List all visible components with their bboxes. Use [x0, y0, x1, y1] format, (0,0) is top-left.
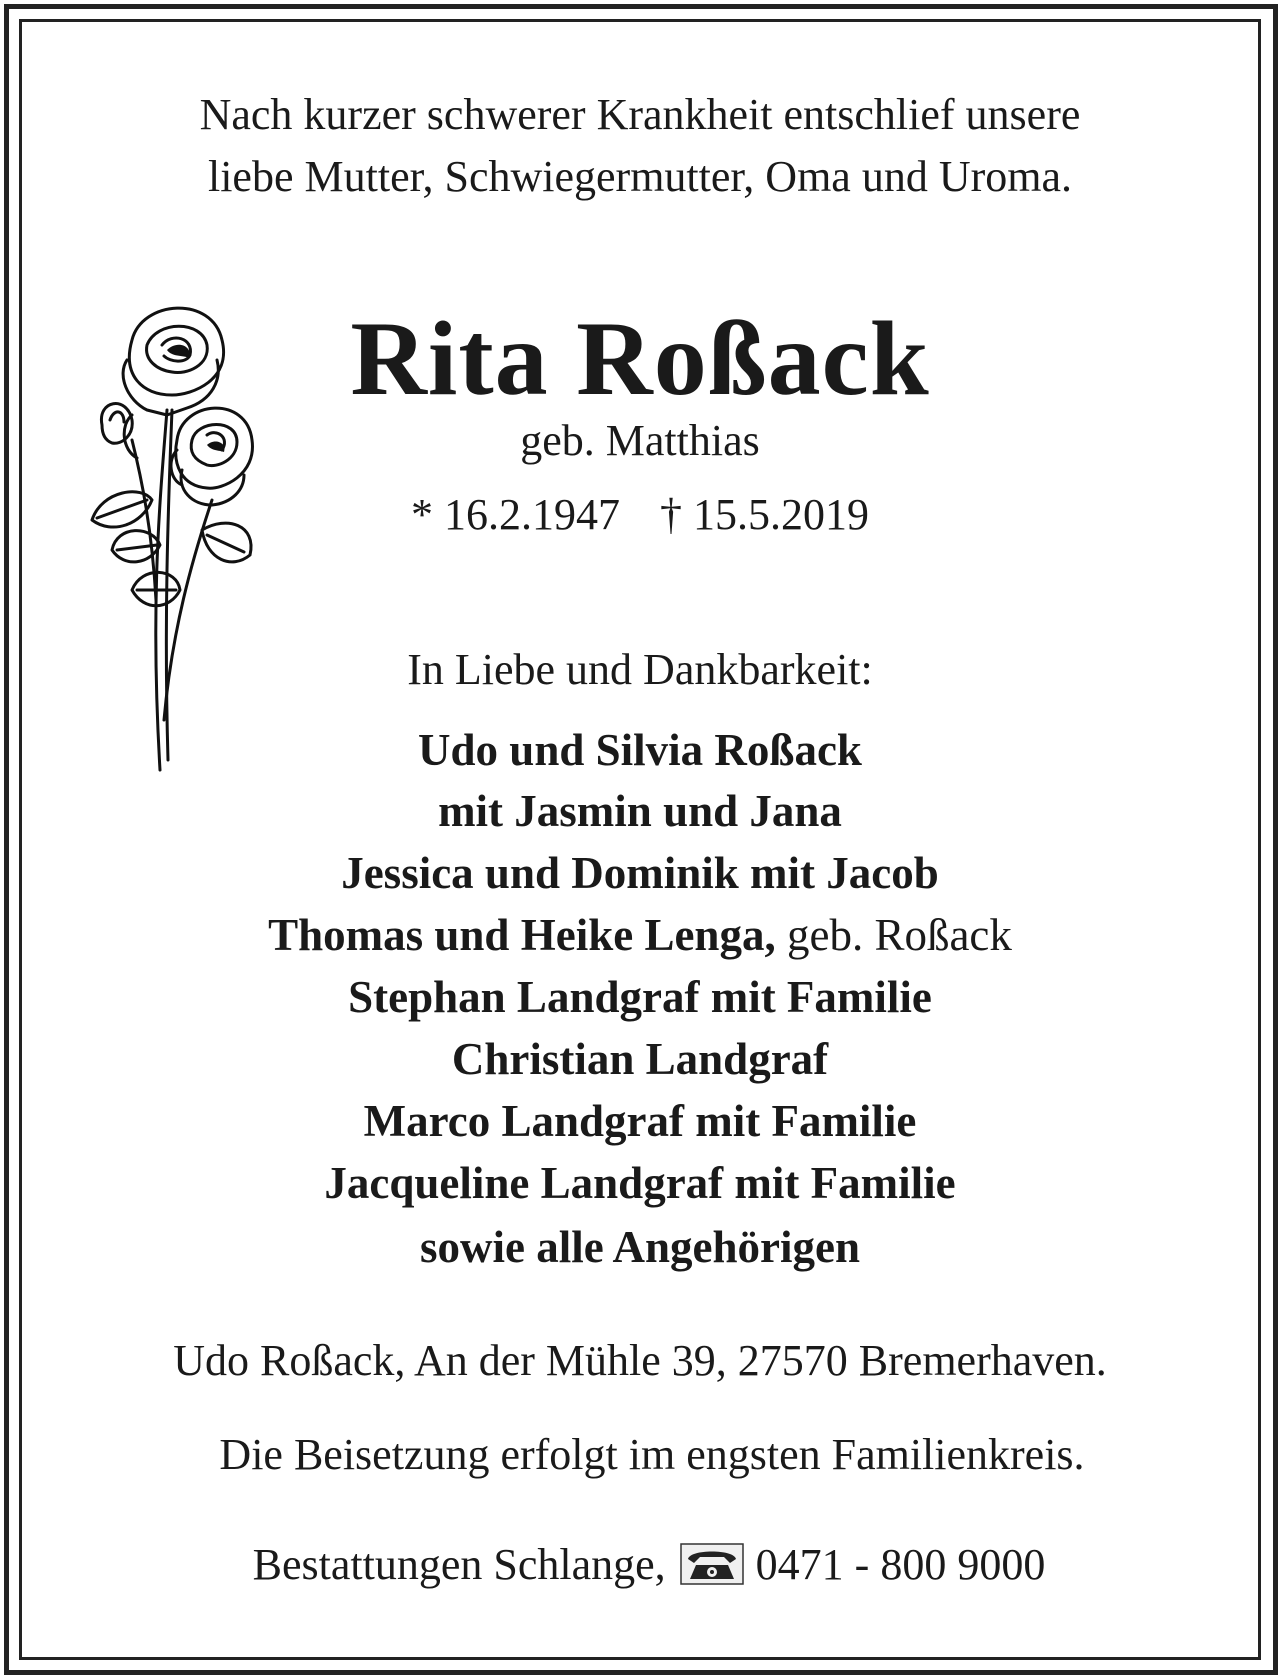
mourner-line-4-suffix: geb. Roßack — [775, 910, 1012, 960]
mourner-line-2: mit Jasmin und Jana — [438, 786, 842, 836]
birth-date: * 16.2.1947 — [411, 490, 620, 539]
mourner-line-3: Jessica und Dominik mit Jacob — [341, 848, 939, 898]
mourner-line-1: Udo und Silvia Roßack — [418, 725, 862, 775]
mourner-line-5: Stephan Landgraf mit Familie — [348, 972, 932, 1022]
mourner-line-6: Christian Landgraf — [451, 1034, 829, 1084]
deceased-name: Rita Roßack — [350, 300, 930, 417]
funeral-home-line — [0, 1540, 1280, 1596]
mourner-line-4 — [0, 904, 1280, 966]
funeral-home-phone: 0471 - 800 9000 — [755, 1540, 1046, 1589]
mourner-line-7: Marco Landgraf mit Familie — [363, 1096, 917, 1146]
death-date: † 15.5.2019 — [660, 490, 869, 539]
telephone-icon — [680, 1543, 744, 1596]
intro-line-1: Nach kurzer schwerer Krankheit entschlief unsere — [199, 90, 1081, 139]
mourner-line-8: Jacqueline Landgraf mit Familie — [324, 1158, 956, 1208]
intro-line-2: liebe Mutter, Schwiegermutter, Oma und Uroma. — [207, 152, 1072, 201]
burial-note: Die Beisetzung erfolgt im engsten Familienkreis. — [219, 1430, 1085, 1479]
life-dates — [0, 490, 1280, 540]
funeral-home-name: Bestattungen Schlange, — [252, 1540, 666, 1589]
address: Udo Roßack, An der Mühle 39, 27570 Bremerhaven. — [173, 1336, 1107, 1385]
mourner-line-4-bold: Thomas und Heike Lenga, — [268, 910, 776, 960]
mourners-heading: In Liebe und Dankbarkeit: — [407, 645, 873, 694]
birth-name: geb. Matthias — [520, 416, 760, 465]
mourner-line-9: sowie alle Angehörigen — [420, 1222, 860, 1272]
